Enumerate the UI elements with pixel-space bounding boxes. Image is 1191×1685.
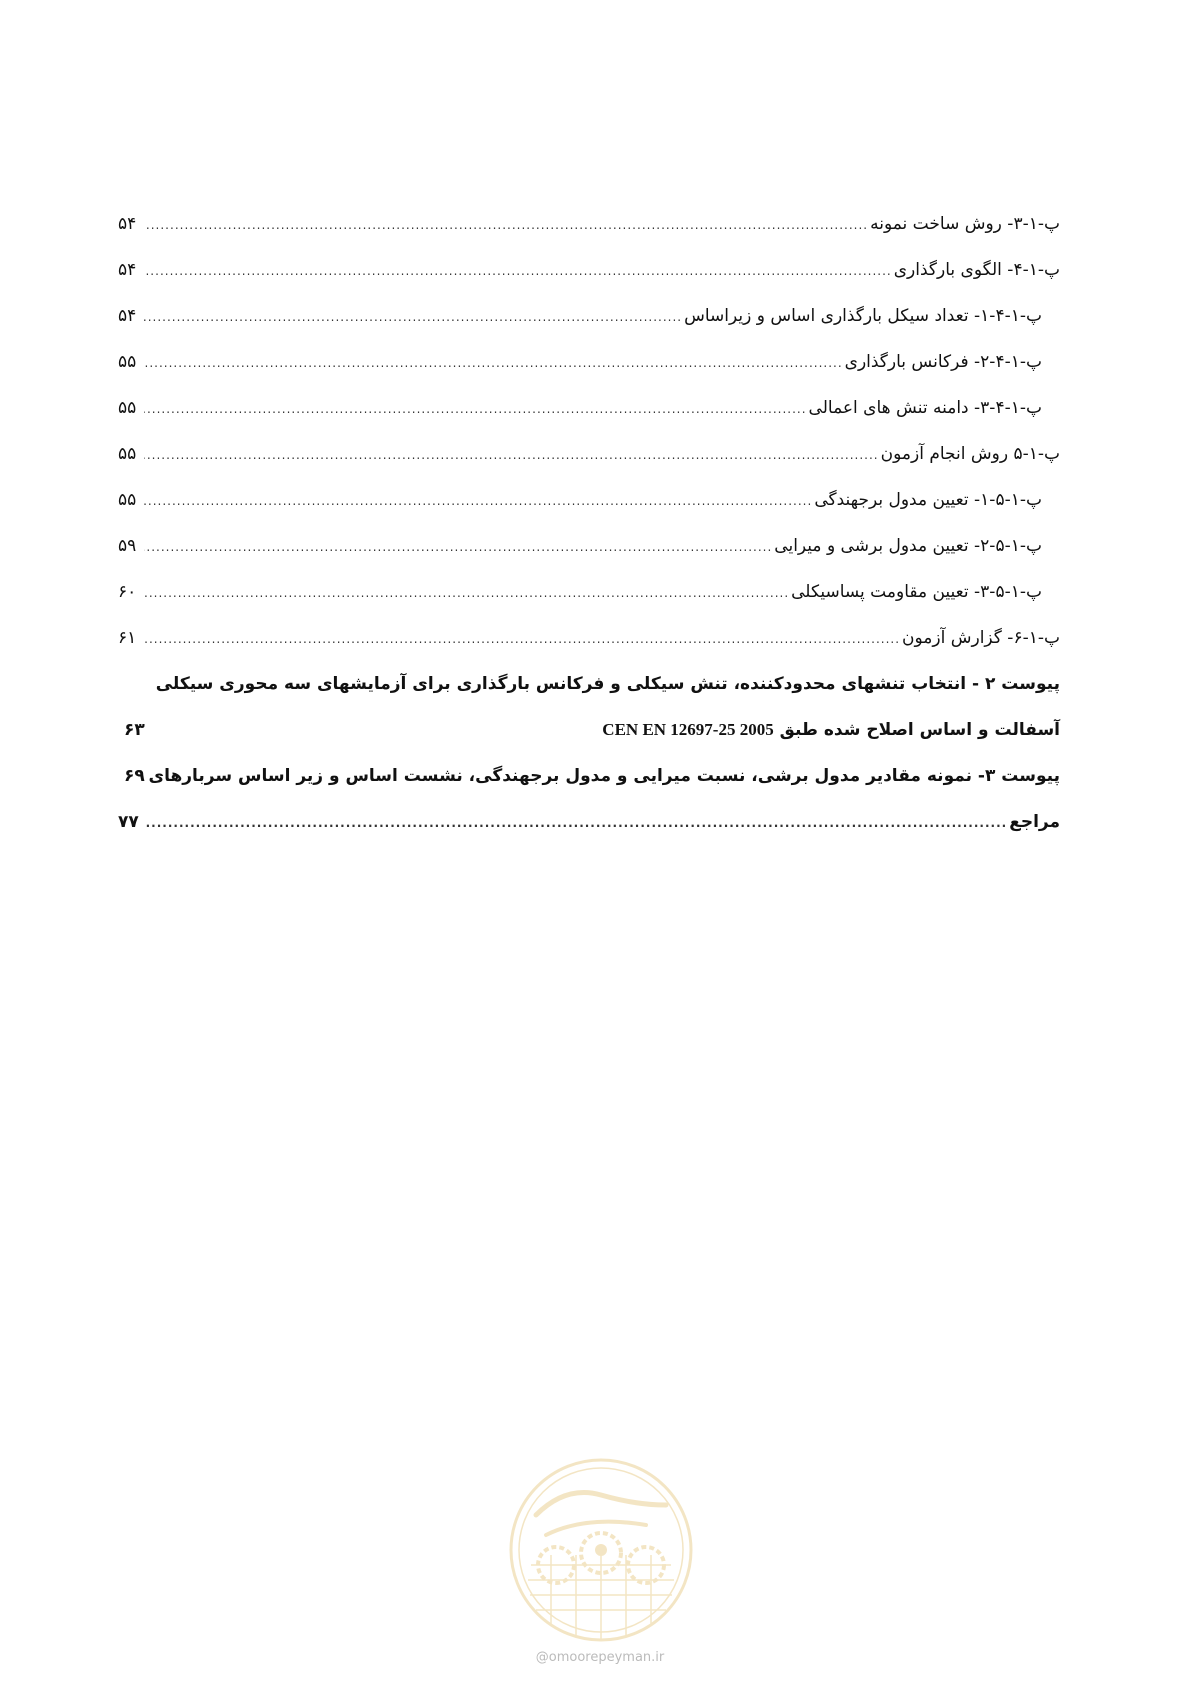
appendix-2-page: ۶۳ <box>124 720 145 740</box>
omoorepeyman-logo-icon <box>506 1455 696 1645</box>
toc-entry-title: پ-۱-۴-۳- دامنه تنش های اعمالی <box>808 398 1042 418</box>
toc-appendix-2-line1[interactable] <box>118 674 1060 720</box>
toc-references[interactable] <box>118 812 1060 858</box>
toc-entry[interactable] <box>118 398 1060 444</box>
toc-entry-page: ۵۵ <box>118 352 137 372</box>
table-of-contents <box>118 214 1060 858</box>
toc-entry-title: پ-۱-۶- گزارش آزمون <box>902 628 1060 648</box>
toc-entry-page: ۵۴ <box>118 260 137 280</box>
toc-entry-page: ۵۴ <box>118 214 137 234</box>
toc-entry-page: ۶۱ <box>118 628 137 648</box>
toc-appendix-2-line2[interactable] <box>118 720 1060 766</box>
toc-entry[interactable] <box>118 214 1060 260</box>
toc-entry[interactable] <box>118 536 1060 582</box>
appendix-3-title: پیوست ۳- نمونه مقادیر مدول برشی، نسبت میرایی و مدول برجهندگی، نشست اساس و زیر اساس سربارهای <box>148 766 1060 786</box>
toc-entry-page: ۵۵ <box>118 398 137 418</box>
toc-entry[interactable] <box>118 260 1060 306</box>
toc-entry-title: پ-۱-۵-۲- تعیین مدول برشی و میرایی <box>774 536 1042 556</box>
toc-entry-page: ۵۴ <box>118 306 137 326</box>
toc-leader-dots <box>144 448 879 462</box>
toc-entry-title: پ-۱-۴-۱- تعداد سیکل بارگذاری اساس و زیراساس <box>684 306 1042 326</box>
toc-leader-dots <box>144 540 772 554</box>
appendix-2-standard: CEN EN 12697-25 2005 <box>602 720 774 739</box>
appendix-2-title: پیوست ۲ - انتخاب تنشهای محدودکننده، تنش سیکلی و فرکانس بارگذاری برای آزمایشهای سه محوری سیکلی <box>155 674 1060 694</box>
toc-entry-page: ۶۰ <box>118 582 137 602</box>
appendix-3-page: ۶۹ <box>124 766 145 786</box>
toc-leader-dots <box>144 402 807 416</box>
toc-leader-dots <box>144 310 682 324</box>
appendix-2-title-cont <box>602 720 1060 740</box>
toc-entry-page: ۵۹ <box>118 536 137 556</box>
toc-leader-dots <box>144 816 1007 830</box>
toc-entry[interactable] <box>118 306 1060 352</box>
toc-leader-dots <box>144 356 843 370</box>
toc-entry-title: پ-۱-۴-۲- فرکانس بارگذاری <box>844 352 1042 372</box>
toc-entry-title: پ-۱-۳- روش ساخت نمونه <box>870 214 1060 234</box>
watermark-site: @omoorepeyman.ir <box>535 1650 665 1665</box>
toc-entry[interactable] <box>118 490 1060 536</box>
toc-entry-page: ۵۵ <box>118 490 137 510</box>
toc-entry-title: پ-۱-۵ روش انجام آزمون <box>880 444 1060 464</box>
toc-entry-title: پ-۱-۴- الگوی بارگذاری <box>893 260 1060 280</box>
appendix-2-prefix: آسفالت و اساس اصلاح شده طبق <box>779 720 1060 740</box>
toc-entry-title: پ-۱-۵-۱- تعیین مدول برجهندگی <box>814 490 1042 510</box>
toc-leader-dots <box>144 586 789 600</box>
toc-entry-page: ۵۵ <box>118 444 137 464</box>
references-title: مراجع <box>1009 812 1060 832</box>
toc-leader-dots <box>144 218 868 232</box>
toc-appendix-3[interactable] <box>118 766 1060 812</box>
toc-leader-dots <box>144 264 892 278</box>
toc-entry[interactable] <box>118 352 1060 398</box>
toc-entry[interactable] <box>118 444 1060 490</box>
toc-entry[interactable] <box>118 628 1060 674</box>
references-page: ۷۷ <box>118 812 139 832</box>
toc-leader-dots <box>144 632 900 646</box>
toc-leader-dots <box>144 494 812 508</box>
toc-entry-title: پ-۱-۵-۳- تعیین مقاومت پساسیکلی <box>791 582 1042 602</box>
toc-entry[interactable] <box>118 582 1060 628</box>
